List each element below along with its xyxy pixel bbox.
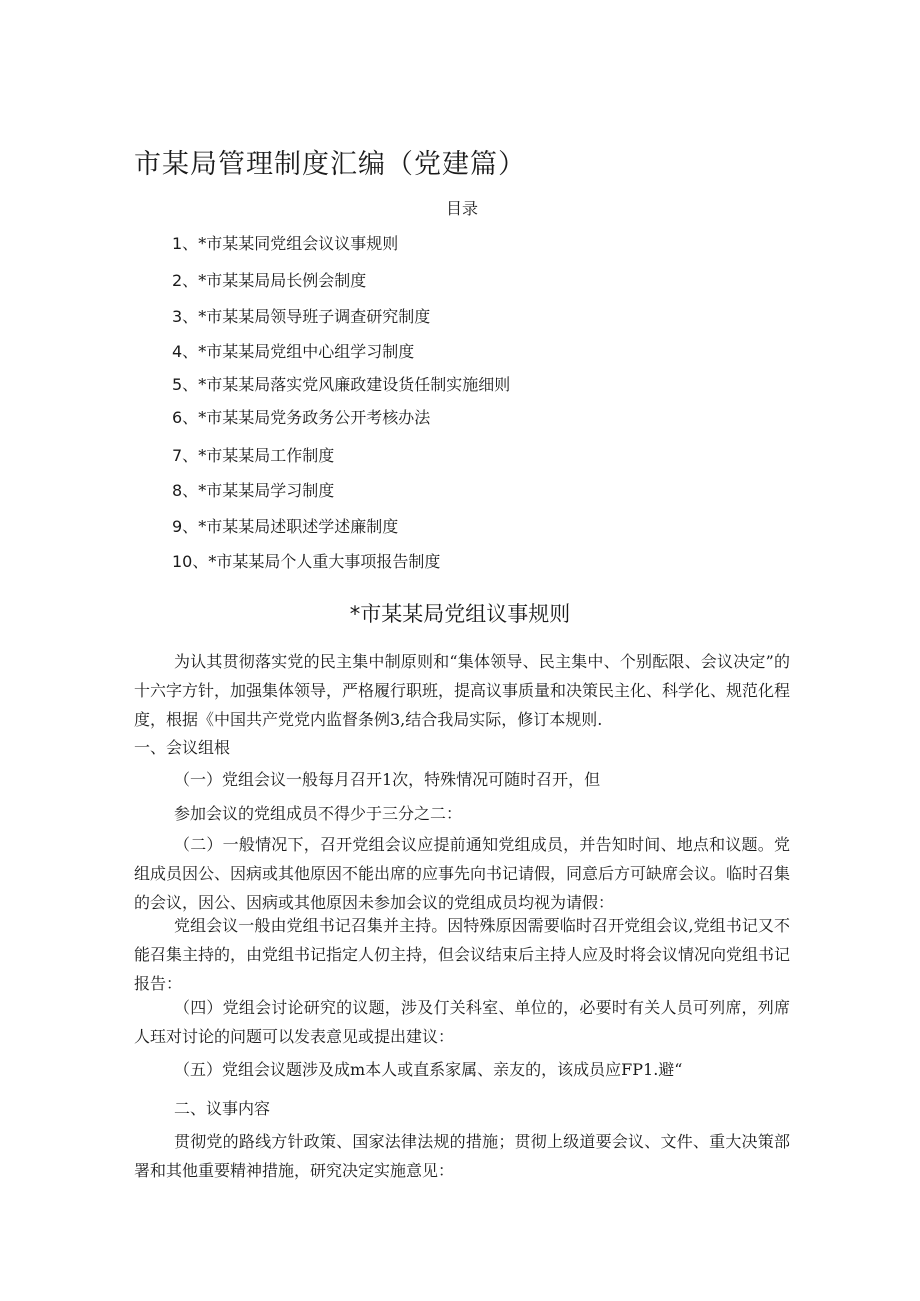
toc-item xyxy=(172,478,334,501)
rule-item: （五）党组会议题涉及成m本人或直系家属、亲友的，该成员应FP1.避“ xyxy=(174,1060,683,1079)
rule-item: （一）党组会议一般每月召开1次，特殊情况可随时召开，但 xyxy=(174,770,601,789)
toc-item xyxy=(172,268,366,291)
toc-item xyxy=(172,304,430,327)
rule-item-continuation: 参加会议的党组成员不得少于三分之二： xyxy=(174,804,463,823)
toc-heading: 目录 xyxy=(446,199,479,218)
toc-item-text: *市某某局工作制度 xyxy=(198,446,335,465)
intro-paragraph: 为认其贯彻落实党的民主集中制原则和“集体领导、民主集中、个别酝限、会议决定”的十六字方针，加强集体领导，严格履行职班，提高议事质量和决策民主化、科学化、规范化程度，根据《中国共产党党内监督条例3,结合我局实际，修订本规则. xyxy=(134,652,791,729)
toc-item-text: *市某某局述职述学述廉制度 xyxy=(198,517,399,536)
document-title: 市某局管理制度汇编（党建篇） xyxy=(134,149,526,180)
section-title: *市某某局党组议事规则 xyxy=(349,602,571,626)
toc-item-number: 4、 xyxy=(172,342,199,361)
toc-item xyxy=(172,372,510,395)
toc-item xyxy=(172,231,398,254)
toc-item-text: *市某某局局长例会制度 xyxy=(198,271,367,290)
toc-item-number: 3、 xyxy=(172,307,199,326)
toc-item-number: 2、 xyxy=(172,271,199,290)
toc-item-text: *市某某局落实党风廉政建设货任制实施细则 xyxy=(198,375,511,394)
rule-item: （四）党组会讨论研究的议题，涉及仃关科室、单位的，必要时有关人员可列席，列席人珏对讨论的问题可以发表意见或提出建议： xyxy=(134,998,790,1046)
toc-item-number: 9、 xyxy=(172,517,199,536)
toc-item xyxy=(172,443,334,466)
toc-item xyxy=(172,514,398,537)
toc-item-text: *市某某局学习制度 xyxy=(198,481,335,500)
toc-item-text: *市某某局个人重大事项报告制度 xyxy=(208,552,441,571)
toc-item-number: 1、 xyxy=(172,234,199,253)
toc-item-number: 10、 xyxy=(172,552,209,571)
toc-item-number: 6、 xyxy=(172,408,199,427)
toc-item-text: *市某某同党组会议议事规则 xyxy=(198,234,399,253)
rule-item: 党组会议一般由党组书记召集并主持。因特殊原因需要临时召开党组会议,党组书记又不能召集主持的，由党组书记指定人仞主持，但会议结束后主持人应及时将会议情况向党组书记报告： xyxy=(134,916,791,993)
toc-item-number: 5、 xyxy=(172,375,199,394)
toc-item-number: 8、 xyxy=(172,481,199,500)
toc-item-text: *市某某局党组中心组学习制度 xyxy=(198,342,415,361)
toc-item-text: *市某某局领导班子调查研究制度 xyxy=(198,307,431,326)
toc-item xyxy=(172,405,430,428)
toc-item xyxy=(172,339,414,362)
rule-item: （二）一般情况下，召开党组会议应提前通知党组成员，并告知时间、地点和议题。党组成员因公、因病或其他原因不能出席的应事先向书记请假，同意后方可缺席会议。临时召集的会议，因公、因病或其他原因未参加会议的党组成员均视为请假： xyxy=(134,835,791,912)
toc-item-number: 7、 xyxy=(172,446,199,465)
section-heading: 一、会议组根 xyxy=(134,738,231,757)
section-heading: 二、议事内容 xyxy=(174,1099,271,1118)
toc-item xyxy=(172,549,440,572)
toc-item-text: *市某某局党务政务公开考核办法 xyxy=(198,408,431,427)
rule-item: 贯彻党的路线方针政策、国家法律法规的措施；贯彻上级道要会议、文件、重大决策部署和其他重要精神措施，研究决定实施意见： xyxy=(134,1132,790,1180)
